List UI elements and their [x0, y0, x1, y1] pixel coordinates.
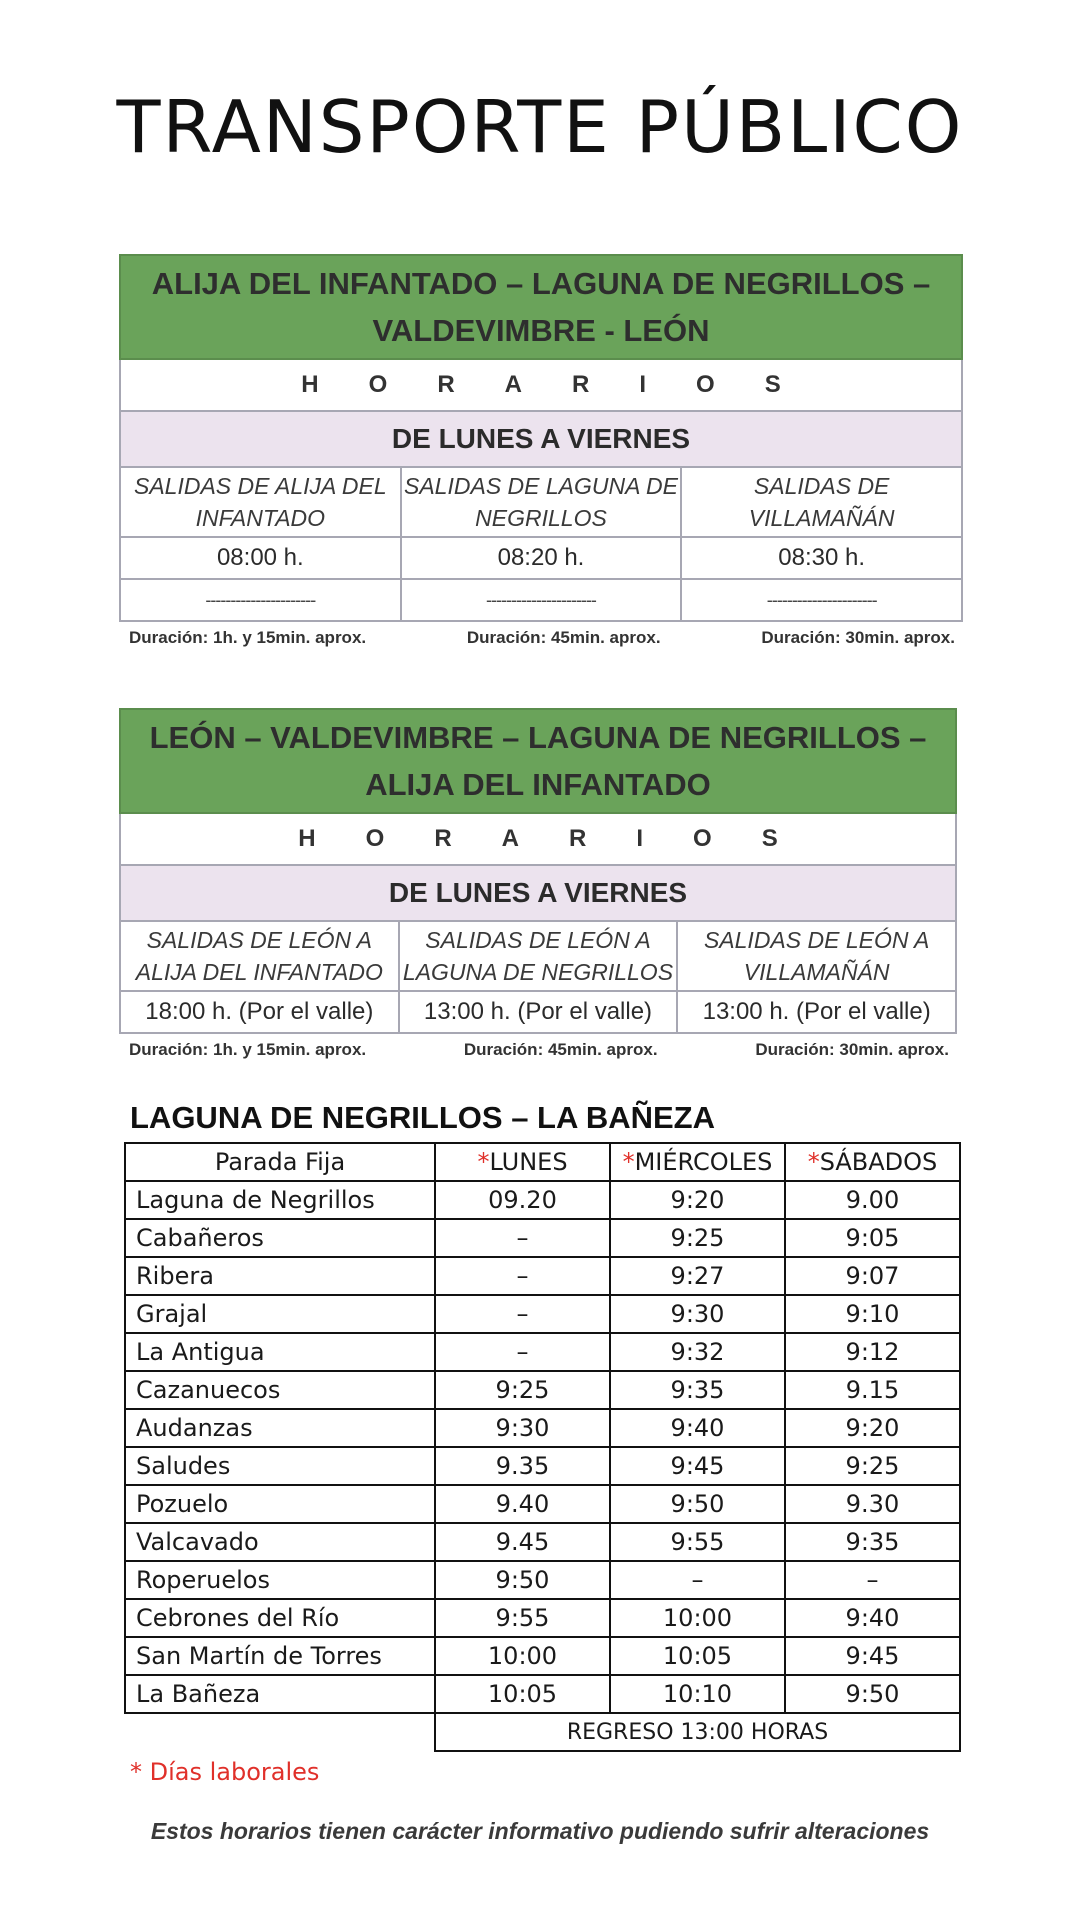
miercoles-time: 10:10: [610, 1675, 785, 1713]
sabados-time: 9:40: [785, 1599, 960, 1637]
departure-time: 13:00 h. (Por el valle): [399, 991, 678, 1033]
return-row: [125, 1713, 960, 1751]
sabados-time: 9:12: [785, 1333, 960, 1371]
sabados-time: 9:25: [785, 1447, 960, 1485]
miercoles-time: 9:27: [610, 1257, 785, 1295]
stop-name: Ribera: [125, 1257, 435, 1295]
departure-label: SALIDAS DE LAGUNA DE NEGRILLOS: [401, 467, 682, 537]
lunes-time: 10:00: [435, 1637, 610, 1675]
horarios-letter: O: [696, 371, 715, 398]
miercoles-time: 9:50: [610, 1485, 785, 1523]
star-marker: *: [622, 1148, 635, 1176]
horarios-letter: R: [572, 371, 590, 398]
table-row: [125, 1295, 960, 1333]
lunes-time: 9.45: [435, 1523, 610, 1561]
stop-name: Roperuelos: [125, 1561, 435, 1599]
column-header-label: LUNES: [489, 1148, 568, 1176]
laboral-days-note: * Días laborales: [130, 1758, 320, 1786]
table-row: [125, 1485, 960, 1523]
departure-time: 08:00 h.: [120, 537, 401, 579]
horarios-letter: S: [761, 825, 778, 852]
horarios-letter: I: [636, 825, 644, 852]
table-row: [125, 1409, 960, 1447]
lunes-time: –: [435, 1257, 610, 1295]
stop-name: La Antigua: [125, 1333, 435, 1371]
departure-label: SALIDAS DE VILLAMAÑÁN: [681, 467, 962, 537]
duration-text: Duración: 30min. aprox.: [761, 628, 955, 647]
star-marker: *: [807, 1148, 820, 1176]
sabados-time: 9.30: [785, 1485, 960, 1523]
stop-name: Pozuelo: [125, 1485, 435, 1523]
miercoles-time: 9:20: [610, 1181, 785, 1219]
route-alija-leon: [119, 254, 963, 648]
miercoles-time: 9:55: [610, 1523, 785, 1561]
miercoles-time: 9:30: [610, 1295, 785, 1333]
horarios-letter: O: [368, 371, 388, 398]
miercoles-time: –: [610, 1561, 785, 1599]
horarios-letter: S: [764, 371, 781, 398]
route-table: [119, 708, 957, 1034]
sabados-time: –: [785, 1561, 960, 1599]
route-header: ALIJA DEL INFANTADO – LAGUNA DE NEGRILLOS – VALDEVIMBRE - LEÓN: [120, 255, 962, 359]
empty-slot: ----------------------: [120, 579, 401, 621]
stop-name: Cazanuecos: [125, 1371, 435, 1409]
column-header-lunes: [435, 1143, 610, 1181]
duration-text: Duración: 45min. aprox.: [466, 628, 661, 647]
horarios-letter: R: [434, 825, 452, 852]
stop-name: Audanzas: [125, 1409, 435, 1447]
sabados-time: 9:20: [785, 1409, 960, 1447]
duration-text: Duración: 30min. aprox.: [755, 1040, 949, 1059]
departure-label: SALIDAS DE LEÓN A LAGUNA DE NEGRILLOS: [399, 921, 678, 991]
stop-name: Cebrones del Río: [125, 1599, 435, 1637]
table-row: [125, 1637, 960, 1675]
durations-row: [119, 622, 963, 648]
lunes-time: 9.35: [435, 1447, 610, 1485]
table-row: [125, 1561, 960, 1599]
lunes-time: –: [435, 1295, 610, 1333]
miercoles-time: 9:35: [610, 1371, 785, 1409]
table-row: [125, 1675, 960, 1713]
sabados-time: 9:10: [785, 1295, 960, 1333]
sabados-time: 9:45: [785, 1637, 960, 1675]
route-table: [119, 254, 963, 622]
departure-time: 18:00 h. (Por el valle): [120, 991, 399, 1033]
schedule-title: LAGUNA DE NEGRILLOS – LA BAÑEZA: [130, 1100, 715, 1135]
lunes-time: 9:25: [435, 1371, 610, 1409]
horarios-letter: A: [501, 825, 519, 852]
duration-text: Duración: 45min. aprox.: [463, 1040, 658, 1059]
route-leon-alija: [119, 708, 957, 1060]
stop-name: Saludes: [125, 1447, 435, 1485]
stop-name: Valcavado: [125, 1523, 435, 1561]
lunes-time: 9.40: [435, 1485, 610, 1523]
sabados-time: 9:35: [785, 1523, 960, 1561]
departure-label: SALIDAS DE ALIJA DEL INFANTADO: [120, 467, 401, 537]
table-row: [125, 1257, 960, 1295]
stop-name: Cabañeros: [125, 1219, 435, 1257]
stop-name: Laguna de Negrillos: [125, 1181, 435, 1219]
sabados-time: 9:07: [785, 1257, 960, 1295]
column-header-label: SÁBADOS: [819, 1148, 938, 1176]
miercoles-time: 10:05: [610, 1637, 785, 1675]
lunes-time: –: [435, 1333, 610, 1371]
column-header-stop: Parada Fija: [125, 1143, 435, 1181]
departure-time: 08:20 h.: [401, 537, 682, 579]
horarios-row: [120, 813, 956, 865]
lunes-time: 10:05: [435, 1675, 610, 1713]
sabados-time: 9.15: [785, 1371, 960, 1409]
days-label: DE LUNES A VIERNES: [120, 411, 962, 467]
stop-name: San Martín de Torres: [125, 1637, 435, 1675]
departure-label: SALIDAS DE LEÓN A VILLAMAÑÁN: [677, 921, 956, 991]
departure-time: 13:00 h. (Por el valle): [677, 991, 956, 1033]
miercoles-time: 9:25: [610, 1219, 785, 1257]
days-label: DE LUNES A VIERNES: [120, 865, 956, 921]
miercoles-time: 9:45: [610, 1447, 785, 1485]
horarios-letter: I: [639, 371, 647, 398]
return-time: REGRESO 13:00 HORAS: [435, 1713, 960, 1751]
table-row: [125, 1599, 960, 1637]
empty-slot: ----------------------: [681, 579, 962, 621]
table-row: [125, 1371, 960, 1409]
durations-row: [119, 1034, 957, 1060]
duration-text: Duración: 1h. y 15min. aprox.: [129, 1040, 367, 1059]
miercoles-time: 9:32: [610, 1333, 785, 1371]
stop-name: Grajal: [125, 1295, 435, 1333]
empty-cell: [125, 1713, 435, 1751]
lunes-time: 9:30: [435, 1409, 610, 1447]
lunes-time: 9:55: [435, 1599, 610, 1637]
horarios-row: [120, 359, 962, 411]
sabados-time: 9:50: [785, 1675, 960, 1713]
horarios-letter: H: [301, 371, 319, 398]
departure-label: SALIDAS DE LEÓN A ALIJA DEL INFANTADO: [120, 921, 399, 991]
lunes-time: –: [435, 1219, 610, 1257]
lunes-time: 9:50: [435, 1561, 610, 1599]
page-title: TRANSPORTE PÚBLICO: [116, 85, 964, 169]
horarios-letter: A: [504, 371, 522, 398]
stop-name: La Bañeza: [125, 1675, 435, 1713]
column-header-sabados: [785, 1143, 960, 1181]
sabados-time: 9.00: [785, 1181, 960, 1219]
table-row: [125, 1523, 960, 1561]
horarios-letter: O: [693, 825, 712, 852]
horarios-letter: O: [365, 825, 385, 852]
schedule-table: [124, 1142, 961, 1752]
column-header-miercoles: [610, 1143, 785, 1181]
miercoles-time: 10:00: [610, 1599, 785, 1637]
horarios-letter: H: [298, 825, 316, 852]
disclaimer: Estos horarios tienen carácter informativo pudiendo sufrir alteraciones: [150, 1818, 930, 1844]
departure-time: 08:30 h.: [681, 537, 962, 579]
table-row: [125, 1447, 960, 1485]
route-header: LEÓN – VALDEVIMBRE – LAGUNA DE NEGRILLOS – ALIJA DEL INFANTADO: [120, 709, 956, 813]
horarios-letter: R: [569, 825, 587, 852]
lunes-time: 09.20: [435, 1181, 610, 1219]
miercoles-time: 9:40: [610, 1409, 785, 1447]
sabados-time: 9:05: [785, 1219, 960, 1257]
schedule-header-row: [125, 1143, 960, 1181]
column-header-label: MIÉRCOLES: [634, 1148, 773, 1176]
horarios-letter: R: [437, 371, 455, 398]
duration-text: Duración: 1h. y 15min. aprox.: [129, 628, 367, 647]
star-marker: *: [477, 1148, 490, 1176]
table-row: [125, 1219, 960, 1257]
table-row: [125, 1181, 960, 1219]
empty-slot: ----------------------: [401, 579, 682, 621]
table-row: [125, 1333, 960, 1371]
